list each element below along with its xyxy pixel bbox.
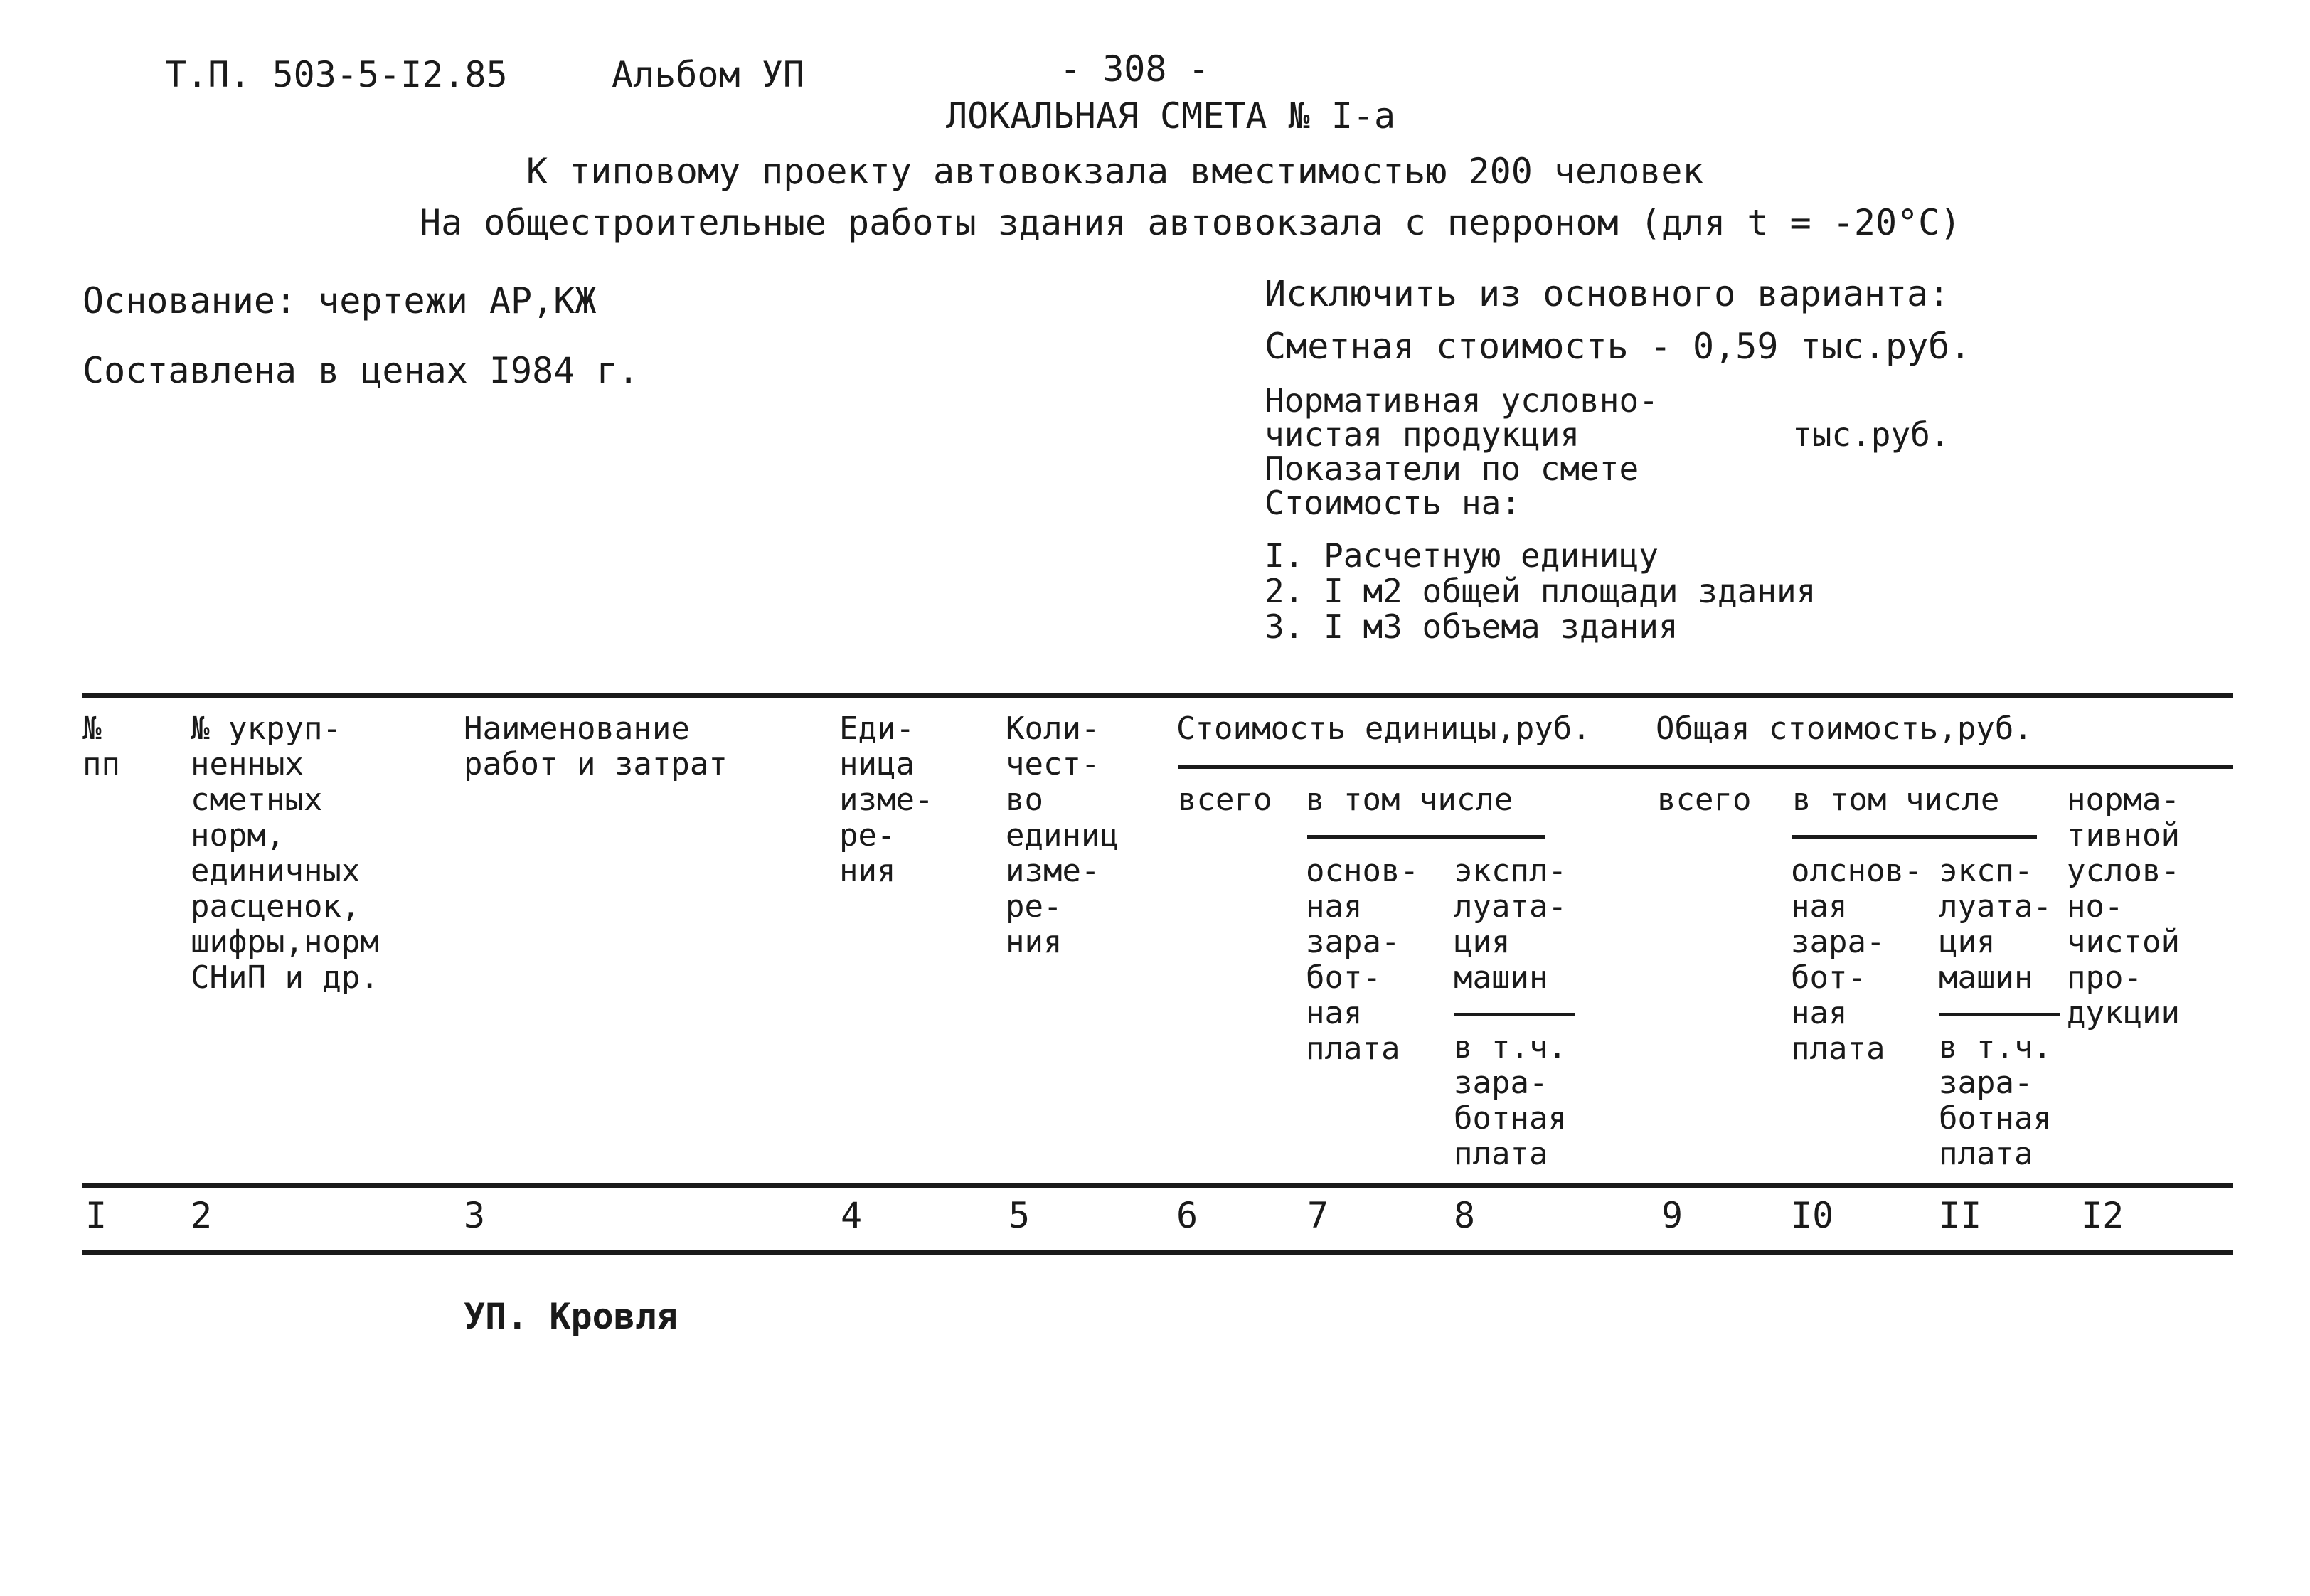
basis-text: Основание: чертежи АР,КЖ [82,280,597,321]
table-top-rule [82,693,2233,698]
total-basic-wage-header: олснов- ная зара- бот- ная плата [1791,853,1923,1067]
unit-basic-wage-header: основ- ная зара- бот- ная плата [1306,853,1419,1067]
total-incl-header: в том числе [1792,782,2000,818]
exclude-text: Исключить из основного варианта: [1265,273,1950,314]
col-header-quantity: Коли- чест- во единиц изме- ре- ния [1006,711,1119,960]
indicators-text: Показатели по смете [1265,449,1639,488]
col-number: I [85,1195,107,1236]
estimated-cost: Сметная стоимость - 0,59 тыс.руб. [1265,326,1971,367]
col-header-unit: Еди- ница изме- ре- ния [839,711,934,889]
col-number: I2 [2081,1195,2124,1236]
unit-machines-header: экспл- луата- ция машин [1454,853,1567,996]
indicator-item-3: 3. I м3 объема здания [1265,607,1678,646]
col-header-number: № пп [82,711,120,782]
col-number: I0 [1791,1195,1834,1236]
col-number: 6 [1176,1195,1198,1236]
page-number: - 308 - [1060,48,1210,90]
total-machines-header: эксп- луата- ция машин [1939,853,2052,996]
subtitle-works: На общестроительные работы здания автовокзала с перроном (для t = -20°С) [420,202,1962,243]
col-number: 4 [841,1195,863,1236]
indicator-item-2: 2. I м2 общей площади здания [1265,572,1816,610]
subtitle-project: К типовому проекту автовокзала вместимостью 200 человек [526,151,1704,192]
incl-rule-1 [1307,835,1545,839]
normative-product-header: норма- тивной услов- но- чистой про- дукции [2067,782,2180,1031]
col-number: 9 [1661,1195,1683,1236]
total-cost-group-header: Общая стоимость,руб. [1656,711,2033,747]
unit-incl-header: в том числе [1306,782,1513,818]
numbers-bottom-rule [82,1250,2233,1255]
col-number: 2 [191,1195,213,1236]
unit-total-header: всего [1178,782,1272,818]
normative-line1: Нормативная условно- [1265,381,1659,420]
document-title: ЛОКАЛЬНАЯ СМЕТА № I-а [946,95,1396,137]
col-number: 3 [464,1195,486,1236]
col-number: 8 [1454,1195,1476,1236]
cost-on-text: Стоимость на: [1265,484,1521,522]
unit-cost-group-header: Стоимость единицы,руб. [1176,711,1591,747]
machine-wage-rule-1 [1454,1013,1575,1016]
col-number: 7 [1307,1195,1329,1236]
total-total-header: всего [1657,782,1752,818]
unit-machine-wage-header: в т.ч. зара- ботная плата [1454,1029,1567,1172]
indicator-item-1: I. Расчетную единицу [1265,536,1659,575]
group-header-rule [1178,765,2233,769]
col-number: 5 [1008,1195,1031,1236]
machine-wage-rule-2 [1939,1013,2060,1016]
col-number: II [1939,1195,1982,1236]
col-header-work-name: Наименование работ и затрат [464,711,728,782]
normative-line2: чистая продукция [1265,415,1580,454]
prices-text: Составлена в ценах I984 г. [82,350,639,391]
album-label: Альбом УП [612,54,804,95]
section-title: УП. Кровля [464,1296,678,1337]
col-header-norm-code: № укруп- ненных сметных норм, единичных расценок, шифры,норм СНиП и др. [191,711,379,996]
incl-rule-2 [1792,835,2037,839]
project-code: Т.П. 503-5-I2.85 [165,54,508,95]
normative-unit: тыс.руб. [1792,415,1950,454]
header-bottom-rule [82,1183,2233,1188]
total-machine-wage-header: в т.ч. зара- ботная плата [1939,1029,2052,1172]
